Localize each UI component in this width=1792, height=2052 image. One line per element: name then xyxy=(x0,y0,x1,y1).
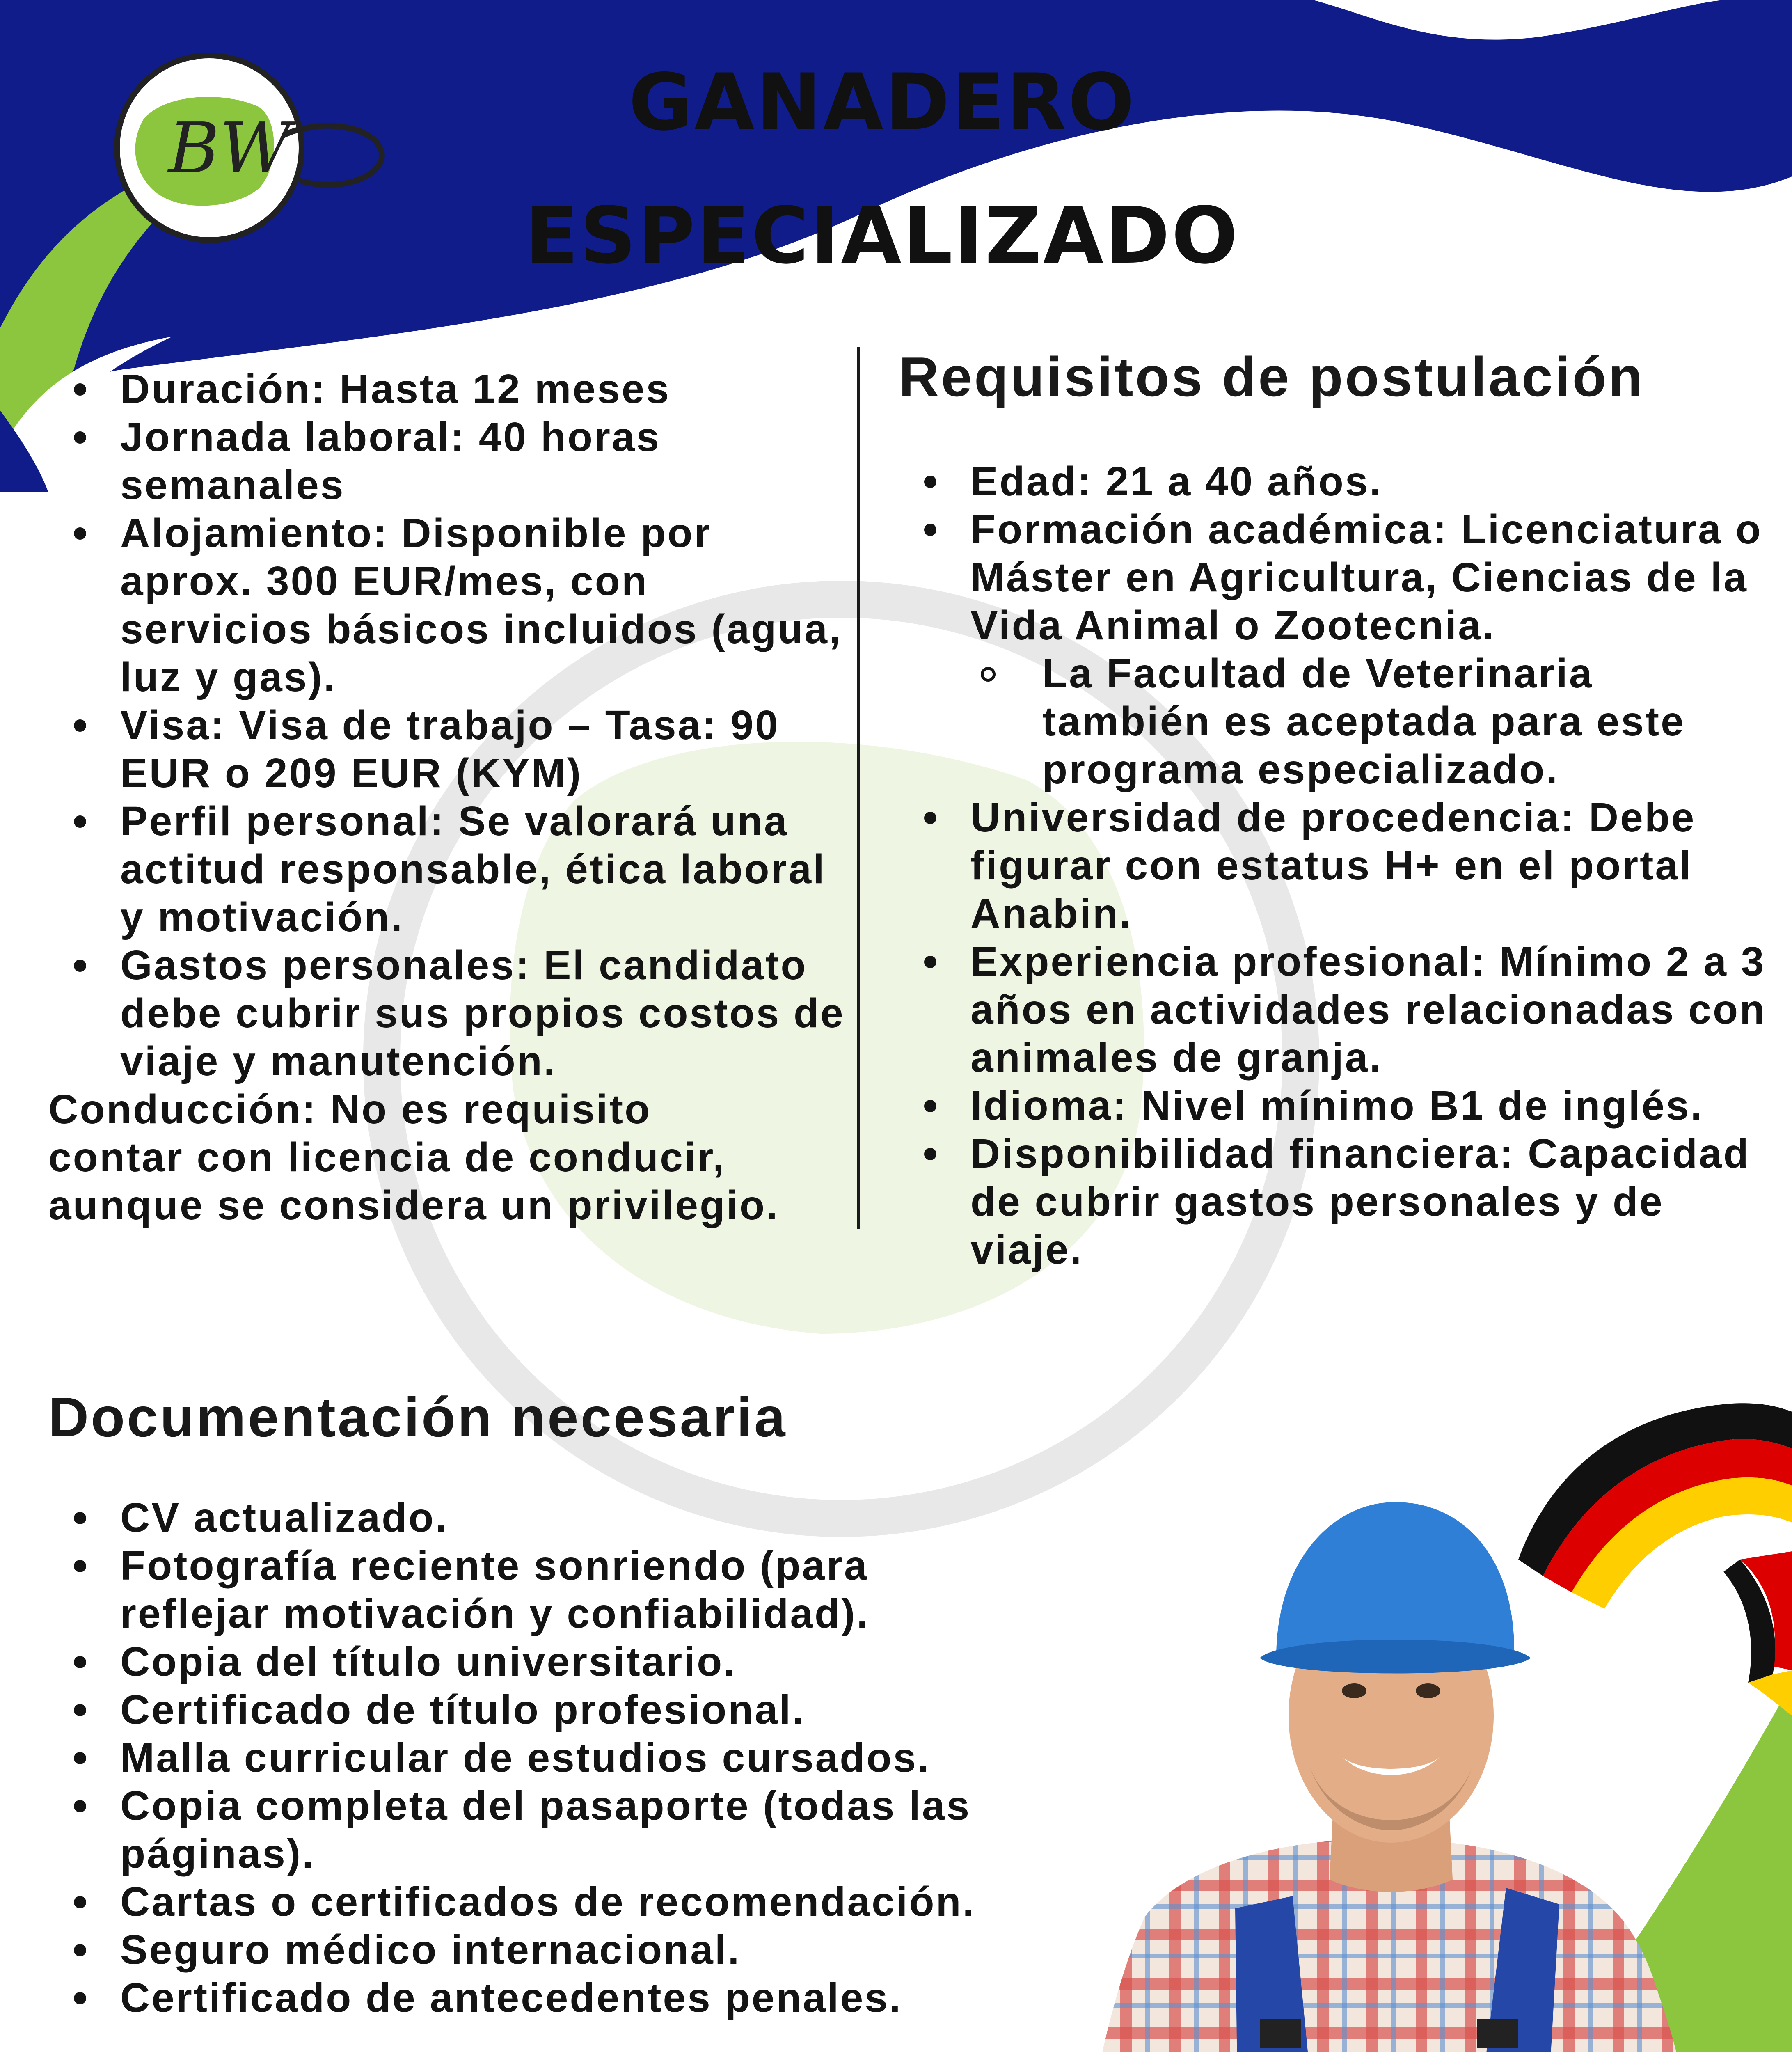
list-item: Copia completa del pasaporte (todas las páginas). xyxy=(48,1782,1105,1878)
list-item: Idioma: Nivel mínimo B1 de inglés. xyxy=(899,1082,1769,1130)
sub-list-item: La Facultad de Veterinaria también es aceptada para este programa especializado. xyxy=(899,650,1769,794)
job-details-list xyxy=(48,365,849,1086)
list-item: Malla curricular de estudios cursados. xyxy=(48,1734,1156,1782)
title-line-2: ESPECIALIZADO xyxy=(525,190,1240,281)
job-details xyxy=(48,365,849,1230)
driving-note-line: aunque se considera un privilegio. xyxy=(48,1182,779,1228)
driving-note xyxy=(48,1086,849,1230)
worker-with-tablet-icon xyxy=(973,1486,1789,2052)
driving-note-line: Conducción: No es requisito xyxy=(48,1086,652,1132)
requirements-heading: Requisitos de postulación xyxy=(899,346,1645,408)
list-item: Perfil personal: Se valorará una actitud responsable, ética laboral y motivación. xyxy=(48,797,849,941)
list-item: Certificado de título profesional. xyxy=(48,1686,1156,1734)
requirements xyxy=(899,458,1769,1274)
list-item: Visa: Visa de trabajo – Tasa: 90 EUR o 209 EUR (KYM) xyxy=(48,701,849,797)
list-item: Copia del título universitario. xyxy=(48,1638,1156,1686)
list-item: Edad: 21 a 40 años. xyxy=(899,458,1769,506)
list-item: Experiencia profesional: Mínimo 2 a 3 años en actividades relacionadas con animales de granja. xyxy=(899,938,1769,1082)
list-item: Cartas o certificados de recomendación. xyxy=(48,1878,1156,1926)
list-item: Duración: Hasta 12 meses xyxy=(48,365,849,413)
list-item: Gastos personales: El candidato debe cubrir sus propios costos de viaje y manutención. xyxy=(48,941,849,1086)
documents-heading: Documentación necesaria xyxy=(48,1386,787,1448)
svg-text:BW: BW xyxy=(168,108,291,189)
list-item: Seguro médico internacional. xyxy=(48,1926,1156,1974)
requirements-list xyxy=(899,458,1769,1274)
list-item: Universidad de procedencia: Debe figurar con estatus H+ en el portal Anabin. xyxy=(899,794,1769,938)
list-item: Fotografía reciente sonriendo (para reflejar motivación y confiabilidad). xyxy=(48,1542,1002,1638)
list-item: CV actualizado. xyxy=(48,1494,1156,1542)
list-item: Formación académica: Licenciatura o Máster en Agricultura, Ciencias de la Vida Animal o Zootecnia. xyxy=(899,506,1769,650)
list-item: Disponibilidad financiera: Capacidad de cubrir gastos personales y de viaje. xyxy=(899,1130,1769,1274)
title-line-1: GANADERO xyxy=(628,57,1136,148)
column-divider xyxy=(857,347,860,1229)
list-item: Alojamiento: Disponible por aprox. 300 EUR/mes, con servicios básicos incluidos (agua, luz y gas). xyxy=(48,509,849,701)
list-item: Certificado de antecedentes penales. xyxy=(48,1974,1156,2022)
bolivian-workers-logo-icon xyxy=(86,45,398,250)
driving-note-line: contar con licencia de conducir, xyxy=(48,1134,726,1180)
list-item: Jornada laboral: 40 horas semanales xyxy=(48,413,849,509)
